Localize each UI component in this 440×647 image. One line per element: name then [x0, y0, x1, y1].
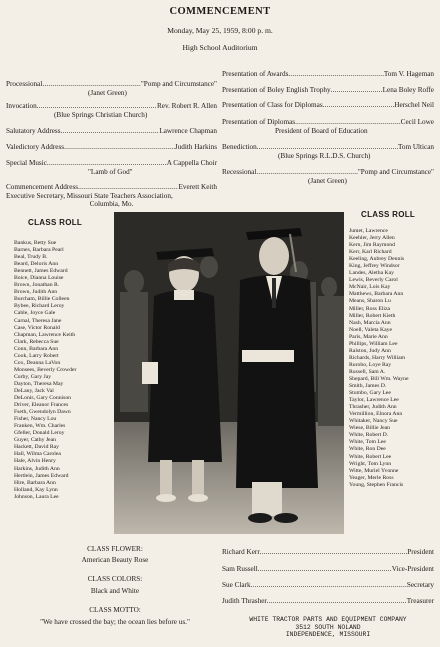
program-item: [6, 143, 217, 152]
graduates-photo-illustration: [114, 212, 344, 534]
program-value: Cecil Lowe: [400, 118, 434, 126]
class-roll-entry: Russell, Sam A.: [349, 368, 386, 375]
class-roll-right: [349, 228, 409, 489]
class-roll-entry: King, Jeffrey Windsor: [349, 263, 400, 270]
class-roll-entry: Chapman, Lawrence Keith: [14, 331, 76, 338]
class-roll-entry: Hall, Wilma Carolea: [14, 451, 61, 458]
class-roll-entry: Thrasher, Judith Ann: [349, 404, 397, 411]
class-roll-left: [14, 240, 76, 501]
class-roll-entry: Fisher, Nancy Lou: [14, 416, 57, 423]
program-sub: "Lamb of God": [88, 168, 133, 176]
sponsor-ad: [222, 616, 434, 639]
class-roll-entry: Barnes, Barbara Pearl: [14, 247, 64, 254]
program-label: Recessional: [222, 168, 257, 176]
class-roll-entry: Vermillion, Elnora Ann: [349, 411, 403, 418]
class-roll-entry: White, Tom Lee: [349, 439, 386, 446]
class-roll-entry: Johnson, Laura Lee: [14, 493, 59, 500]
class-roll-entry: Miller, Ross Eliza: [349, 305, 391, 312]
program-value: Tom Ultican: [397, 143, 434, 151]
program-value: Rev. Robert R. Allen: [156, 102, 217, 110]
class-roll-entry: Cook, Larry Robert: [14, 352, 59, 359]
officer-row: [222, 548, 434, 556]
program-value: "Pomp and Circumstance": [140, 80, 217, 88]
class-roll-entry: Means, Sharon Lu: [349, 298, 391, 305]
class-colors: Black and White: [90, 587, 140, 595]
class-roll-entry: Phillips, William Lee: [349, 340, 398, 347]
class-roll-heading-right: CLASS ROLL: [361, 210, 416, 219]
class-roll-entry: Burcham, Billie Colleen: [14, 296, 70, 303]
class-roll-entry: Kern, Jim Raymond: [349, 242, 395, 249]
program-value: "Pomp and Circumstance": [357, 168, 434, 176]
class-roll-entry: Miller, Robert Kieth: [349, 312, 396, 319]
program-sub: President of Board of Education: [275, 127, 368, 135]
class-roll-entry: Shepard, Bill Wm. Wayne: [349, 375, 409, 382]
class-roll-entry: Hertlein, James Edward: [14, 472, 69, 479]
class-roll-entry: Carnal, Theresa Jane: [14, 317, 62, 324]
program-item: [222, 70, 434, 79]
class-roll-entry: Harkins, Judith Ann: [14, 465, 60, 472]
class-roll-entry: Beal, Trudy B.: [14, 254, 48, 261]
program-item: [222, 118, 434, 127]
program-sub: (Janet Green): [88, 89, 127, 97]
officer-name: Sue Clark: [222, 581, 251, 589]
class-roll-entry: Taylor, Lawrence Lee: [349, 397, 399, 404]
program-label: Presentation of Diplomas: [222, 118, 296, 126]
program-value: Tom V. Hageman: [383, 70, 434, 78]
sponsor-city: INDEPENDENCE, MISSOURI: [285, 631, 371, 639]
program-item: [222, 101, 434, 110]
class-roll-entry: Gfeller, Donald Leroy: [14, 430, 65, 437]
officer-title: Secretary: [406, 581, 434, 589]
class-flower-label: CLASS FLOWER:: [87, 545, 143, 553]
class-roll-entry: Nash, Marcia Ann: [349, 319, 391, 326]
class-roll-entry: Bankus, Betty Sue: [14, 240, 57, 246]
class-roll-entry: DeLonis, Gary Connison: [14, 395, 72, 402]
class-flower: American Beauty Rose: [81, 556, 149, 564]
program-item: [6, 183, 217, 192]
class-roll-entry: Conn, Barbara Ann: [14, 345, 59, 352]
class-roll-entry: Hire, Barbara Ann: [14, 479, 56, 486]
class-colors-label: CLASS COLORS:: [87, 575, 143, 583]
class-roll-entry: Keeling, Aubrey Dennis: [349, 256, 405, 263]
program-sub: (Janet Green): [308, 177, 347, 185]
program-value: Everett Keith: [178, 183, 217, 191]
program-item: [6, 159, 217, 168]
program-label: Presentation of Class for Diplomas: [222, 101, 323, 109]
class-roll-entry: Curby, Gary Jay: [14, 373, 52, 380]
program-label: Presentation of Boley English Trophy: [222, 86, 331, 94]
class-roll-entry: Rurobo, Loye Ray: [349, 361, 392, 368]
class-roll-entry: Whitaker, Nancy Sue: [349, 418, 398, 425]
officer-name: Judith Thrasher: [222, 597, 267, 605]
class-roll-entry: McNair, Lois Kay: [349, 284, 391, 291]
program-item: [222, 86, 434, 95]
class-roll-entry: Hackett, David Ray: [14, 444, 60, 451]
class-roll-entry: DeLany, Jack Val: [14, 387, 54, 394]
class-roll-entry: Smith, James D.: [349, 383, 387, 390]
program-item: [222, 143, 434, 152]
class-roll-entry: Keehler, Jerry Allen: [349, 235, 395, 242]
program-label: Commencement Address: [6, 183, 79, 191]
sponsor-address: 3512 SOUTH NOLAND: [295, 623, 361, 631]
class-roll-entry: Paris, Marie Ann: [349, 333, 388, 340]
program-value: Lawrence Chapman: [159, 127, 217, 135]
class-roll-heading-left: CLASS ROLL: [28, 218, 83, 227]
class-roll-entry: Hale, Alvin Henry: [14, 458, 56, 465]
class-roll-entry: Jumet, Lawrence: [349, 228, 388, 234]
officer-row: [222, 581, 434, 589]
program-value: Herschel Neil: [394, 101, 434, 109]
ceremony-date: Monday, May 25, 1959, 8:00 p. m.: [167, 26, 273, 35]
officer-title: Treasurer: [406, 597, 434, 605]
program-sub: (Blue Springs R.L.D.S. Church): [278, 152, 371, 160]
page-title: COMMENCEMENT: [169, 6, 271, 17]
officer-row: [222, 597, 434, 605]
class-roll-entry: White, Robert Lee: [349, 453, 392, 460]
class-roll-entry: Matthews, Barbara Ann: [349, 291, 404, 298]
class-roll-entry: Guyer, Cathy Jean: [14, 437, 56, 444]
program-label: Processional: [6, 80, 43, 88]
class-roll-entry: Driver, Eleanor Frances: [14, 402, 69, 409]
graduates-photo: [114, 212, 344, 534]
class-roll-entry: Witte, Muriel Yvonne: [349, 467, 399, 474]
class-roll-entry: Fseth, Gwendolyn Dawn: [14, 409, 71, 416]
class-roll-entry: Beard, Deloris Ann: [14, 261, 59, 268]
sponsor-name: WHITE TRACTOR PARTS AND EQUIPMENT COMPANY: [249, 616, 407, 623]
program-value: A Cappella Choir: [166, 159, 217, 167]
class-roll-entry: White, Robert D.: [349, 432, 389, 439]
officer-name: Sam Russell: [222, 565, 258, 573]
class-motto: "We have crossed the bay; the ocean lies before us.": [40, 618, 190, 626]
class-roll-entry: Monsees, Beverly Crowder: [14, 366, 77, 373]
program-item: [6, 80, 217, 89]
class-roll-entry: Yeager, Merle Ross: [349, 474, 394, 481]
program-label: Presentation of Awards: [222, 70, 289, 78]
class-roll-entry: Kerr, Karl Richard: [349, 249, 392, 256]
program-label: Salutatory Address: [6, 127, 61, 135]
class-roll-entry: Cox, Deanna LaVon: [14, 359, 61, 366]
program-item: [6, 102, 217, 111]
class-roll-entry: Wright, Tom Lynn: [349, 460, 392, 467]
class-roll-entry: Holland, Kay Lynn: [14, 486, 58, 493]
class-roll-entry: Brown, Judith Ann: [14, 289, 58, 296]
program-value: Judith Harkins: [174, 143, 217, 151]
class-roll-entry: Brown, Jonathan R.: [14, 282, 60, 289]
ceremony-venue: High School Auditorium: [182, 43, 258, 52]
officer-row: [222, 565, 434, 573]
class-roll-entry: Clark, Rebecca Sue: [14, 338, 59, 345]
class-roll-entry: Ralston, Judy Ann: [349, 347, 391, 354]
officer-name: Richard Kerr: [222, 548, 260, 556]
class-roll-entry: Case, Victor Ronald: [14, 324, 60, 331]
class-roll-entry: Lewis, Beverly Carol: [349, 277, 398, 284]
class-roll-entry: Stumbo, Gary Lee: [349, 390, 391, 397]
class-roll-entry: Dayton, Theresa May: [14, 380, 64, 387]
class-roll-entry: Richards, Harry William: [349, 354, 406, 361]
program-item: [6, 127, 217, 136]
address-note-line1: Executive Secretary, Missouri State Teachers Association,: [6, 192, 173, 200]
class-roll-entry: Bennett, James Edward: [14, 268, 68, 275]
officer-title: President: [407, 548, 434, 556]
class-roll-entry: Young, Stephen Francis: [349, 481, 404, 488]
program-label: Special Music: [6, 159, 47, 167]
program-item: [222, 168, 434, 177]
address-note-line2: Columbia, Mo.: [89, 200, 134, 208]
program-label: Benediction: [222, 143, 257, 151]
program-label: Invocation: [6, 102, 37, 110]
program-label: Valedictory Address: [6, 143, 65, 151]
program-sub: (Blue Springs Christian Church): [54, 111, 148, 119]
class-roll-entry: Boice, Dianna Louise: [14, 275, 64, 282]
program-value: Lena Boley Roffe: [382, 86, 434, 94]
officer-title: Vice-President: [391, 565, 434, 573]
class-roll-entry: Wiese, Billie Jean: [349, 425, 390, 432]
class-roll-entry: Cable, Joyce Gale: [14, 310, 56, 317]
class-roll-entry: Bybee, Richard Leroy: [14, 303, 65, 310]
class-motto-label: CLASS MOTTO:: [89, 606, 141, 614]
class-roll-entry: Landes, Aletha Kay: [349, 270, 395, 277]
class-roll-entry: Noell, Valeta Kaye: [349, 326, 393, 333]
class-roll-entry: White, Ron Dee: [349, 446, 386, 453]
class-roll-entry: Franken, Wm. Charles: [14, 423, 66, 430]
